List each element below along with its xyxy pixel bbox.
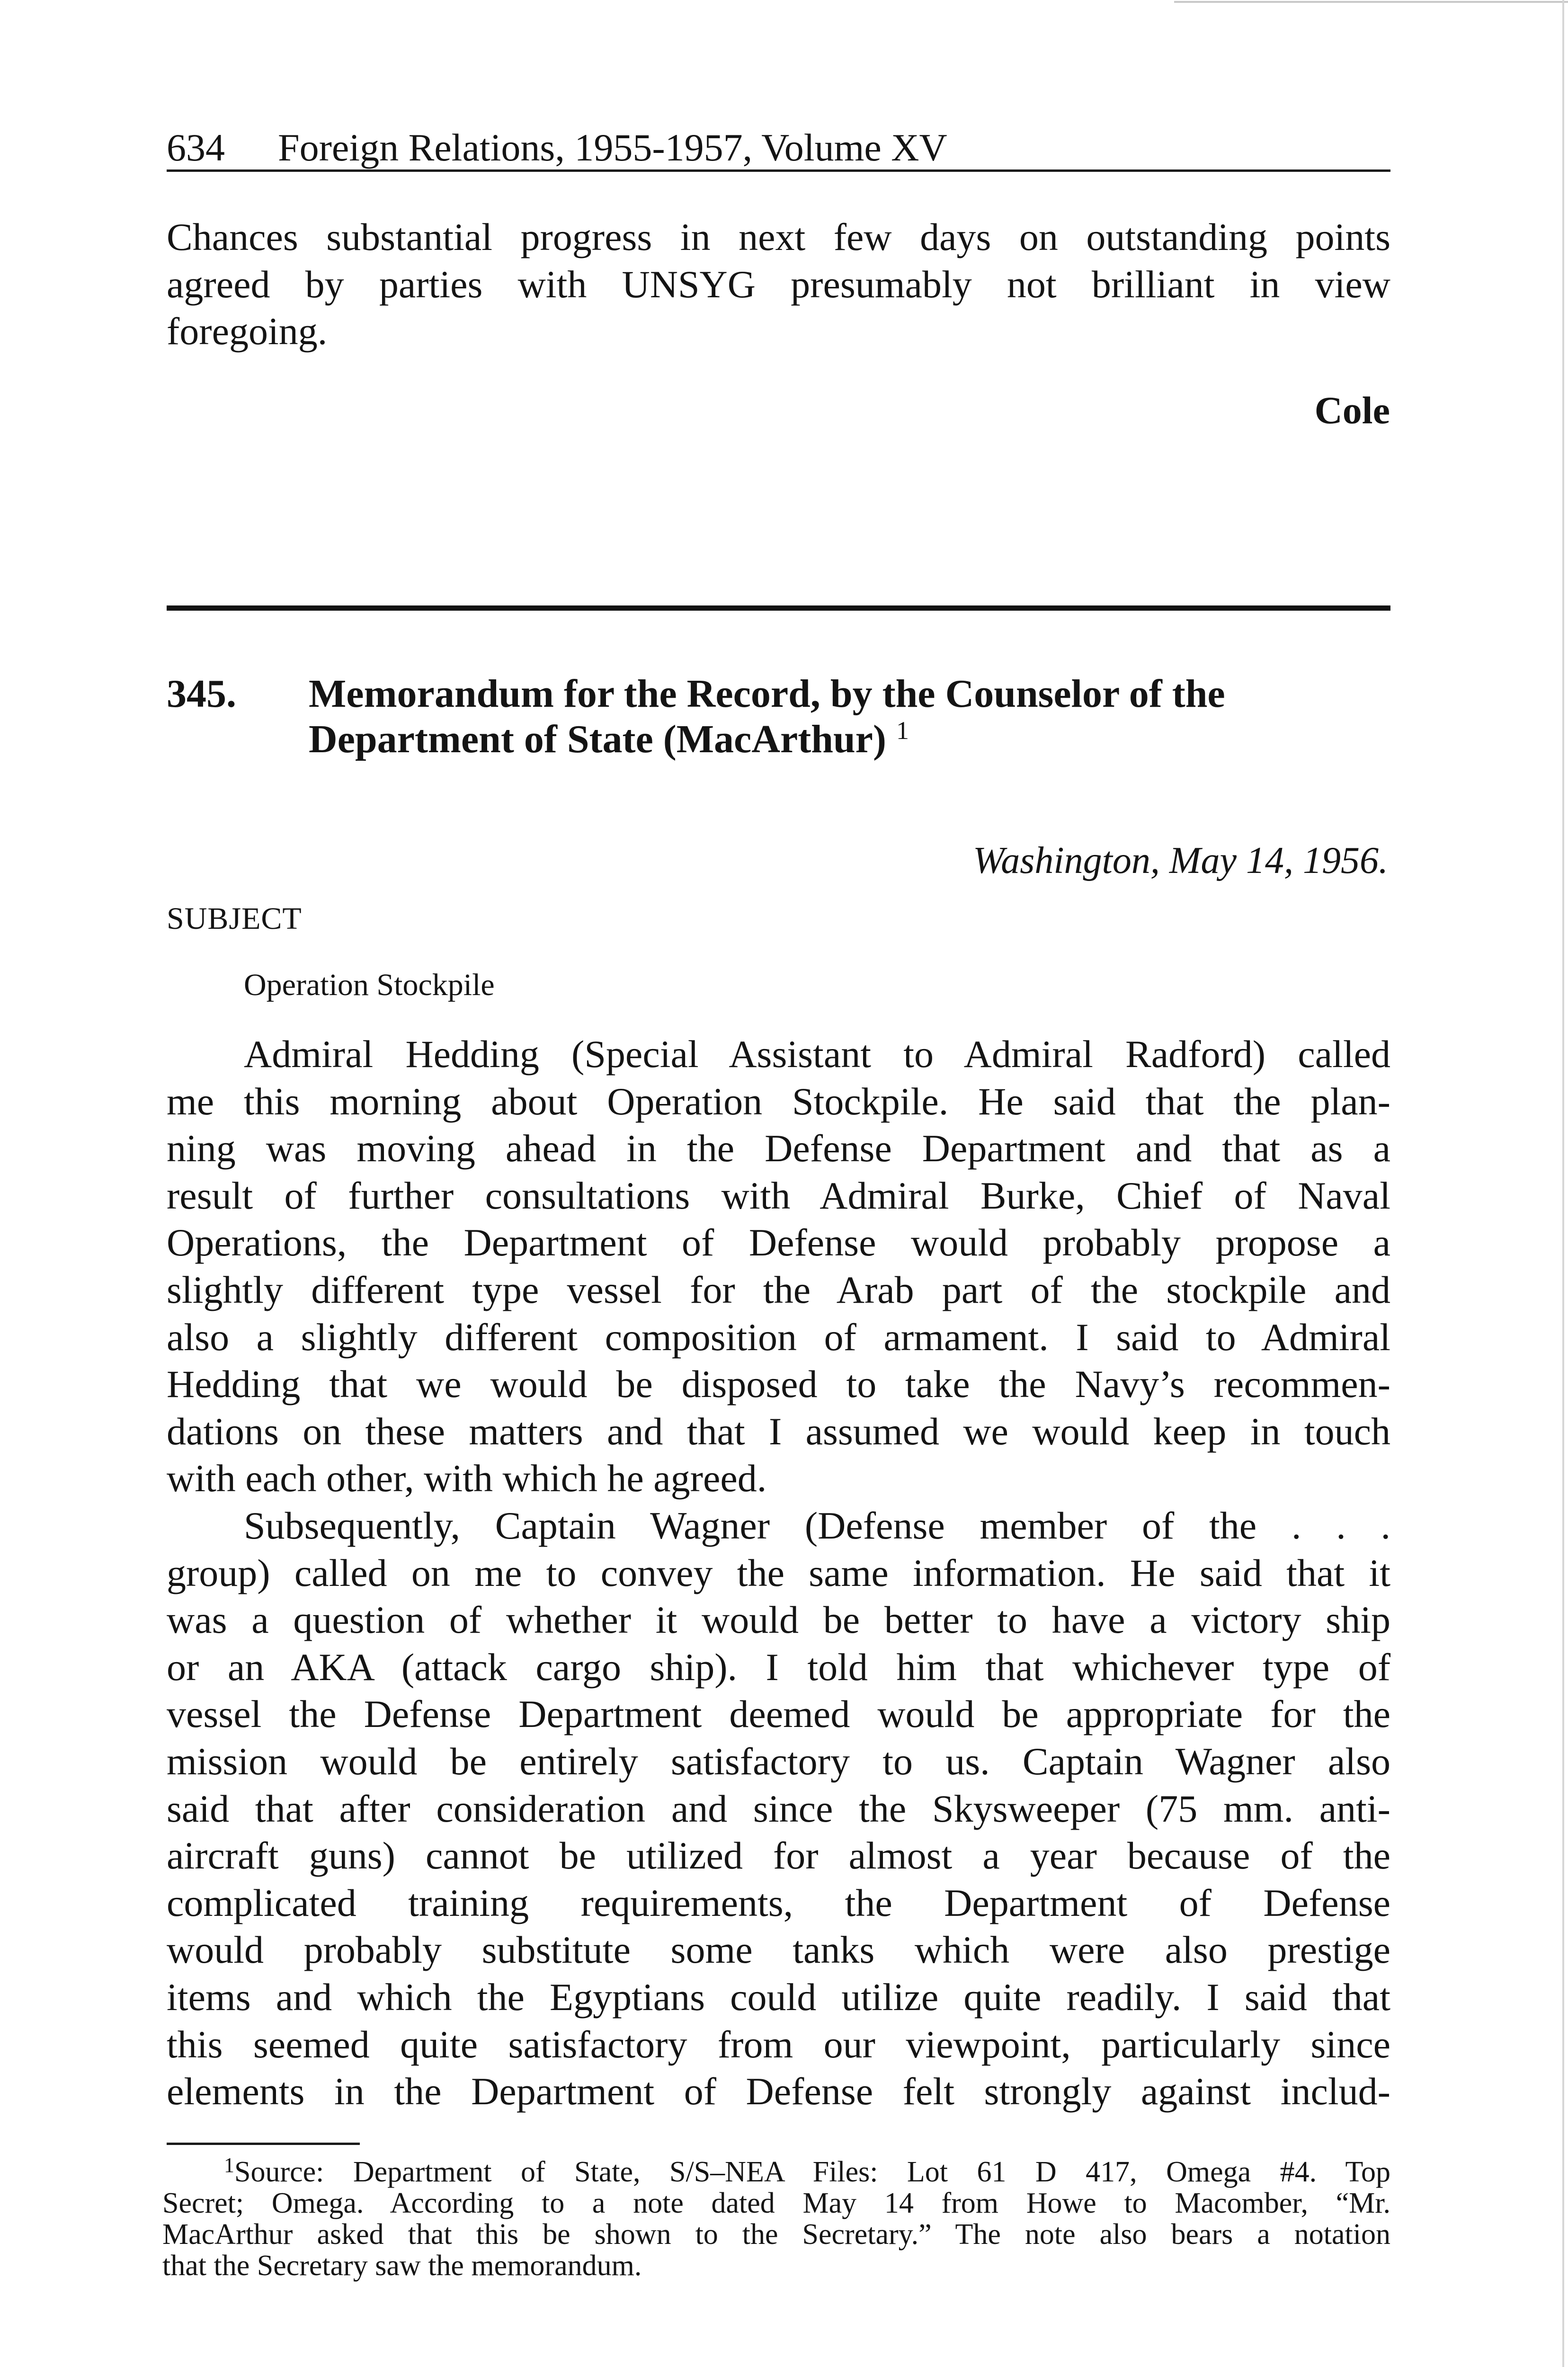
- footnote-rule: [167, 2143, 360, 2145]
- document-title: [309, 671, 1393, 762]
- document-separator-rule: [167, 605, 1390, 611]
- paragraph-line: was a question of whether it would be better to have a victory ship: [167, 1598, 1390, 1642]
- subject-value: Operation Stockpile: [244, 968, 495, 1002]
- footnote-marker: 1: [224, 2153, 234, 2177]
- signature: Cole: [1314, 389, 1390, 432]
- dateline: Washington, May 14, 1956.: [972, 840, 1388, 881]
- footnote-line: Secret; Omega. According to a note dated May 14 from Howe to Macomber, “Mr.: [162, 2187, 1390, 2219]
- carryover-line: agreed by parties with UNSYG presumably not brilliant in view: [167, 262, 1390, 306]
- paragraph-line: me this morning about Operation Stockpile. He said that the plan-: [167, 1079, 1390, 1123]
- footnote: [162, 2153, 1390, 2282]
- document-number: 345.: [167, 672, 236, 716]
- carryover-line: Chances substantial progress in next few days on outstanding points: [167, 215, 1390, 258]
- paragraph-line: result of further consultations with Admiral Burke, Chief of Naval: [167, 1174, 1390, 1217]
- document-title-line2: Department of State (MacArthur): [309, 717, 886, 761]
- header-rule: [167, 169, 1390, 172]
- paragraph-line: would probably substitute some tanks which were also prestige: [167, 1928, 1390, 1972]
- document-title-line2-wrap: [309, 717, 1393, 762]
- carryover-line: foregoing.: [167, 310, 328, 353]
- paragraph-line: with each other, with which he agreed.: [167, 1457, 767, 1500]
- footnote-line-text: Source: Department of State, S/S–NEA Files: Lot 61 D 417, Omega #4. Top: [234, 2156, 1390, 2188]
- footnote-line: that the Secretary saw the memorandum.: [162, 2250, 642, 2282]
- running-header: [167, 124, 1390, 171]
- paragraph-line: complicated training requirements, the Department of Defense: [167, 1881, 1390, 1924]
- paragraph-line: dations on these matters and that I assumed we would keep in touch: [167, 1409, 1390, 1453]
- footnote-line: [162, 2153, 1390, 2188]
- paragraph-line: or an AKA (attack cargo ship). I told him that whichever type of: [167, 1645, 1390, 1689]
- header-text: [167, 124, 947, 171]
- scan-edge-right: [1562, 0, 1564, 2367]
- paragraph-line: mission would be entirely satisfactory to us. Captain Wagner also: [167, 1739, 1390, 1783]
- paragraph-line: elements in the Department of Defense felt strongly against includ-: [167, 2070, 1390, 2113]
- subject-label: SUBJECT: [167, 901, 302, 936]
- paragraph-line: Operations, the Department of Defense would probably propose a: [167, 1221, 1390, 1264]
- body-paragraph-1: [167, 1031, 1390, 1502]
- page-number: 634: [167, 126, 225, 169]
- carryover-paragraph: [167, 214, 1390, 355]
- paragraph-line: this seemed quite satisfactory from our viewpoint, particularly since: [167, 2022, 1390, 2066]
- paragraph-line: Hedding that we would be disposed to take the Navy’s recommen-: [167, 1362, 1390, 1406]
- paragraph-line: said that after consideration and since the Skysweeper (75 mm. anti-: [167, 1787, 1390, 1830]
- paragraph-line: ning was moving ahead in the Defense Department and that as a: [167, 1127, 1390, 1170]
- document-title-line1: Memorandum for the Record, by the Counselor of the: [309, 672, 1225, 716]
- paragraph-line: Subsequently, Captain Wagner (Defense member of the . . .: [244, 1504, 1390, 1547]
- paragraph-line: aircraft guns) cannot be utilized for almost a year because of the: [167, 1834, 1390, 1878]
- paragraph-line: also a slightly different composition of armament. I said to Admiral: [167, 1315, 1390, 1359]
- paragraph-line: group) called on me to convey the same information. He said that it: [167, 1551, 1390, 1594]
- paragraph-line: vessel the Defense Department deemed would be appropriate for the: [167, 1692, 1390, 1736]
- paragraph-line: Admiral Hedding (Special Assistant to Admiral Radford) called: [244, 1032, 1390, 1076]
- footnote-reference: 1: [896, 716, 909, 745]
- running-title: Foreign Relations, 1955-1957, Volume XV: [278, 126, 947, 169]
- paragraph-line: items and which the Egyptians could utilize quite readily. I said that: [167, 1975, 1390, 2019]
- body-paragraph-2: [167, 1502, 1390, 2115]
- paragraph-line: slightly different type vessel for the Arab part of the stockpile and: [167, 1268, 1390, 1311]
- scan-edge-line: [1174, 1, 1568, 3]
- footnote-line: MacArthur asked that this be shown to the Secretary.” The note also bears a notation: [162, 2218, 1390, 2251]
